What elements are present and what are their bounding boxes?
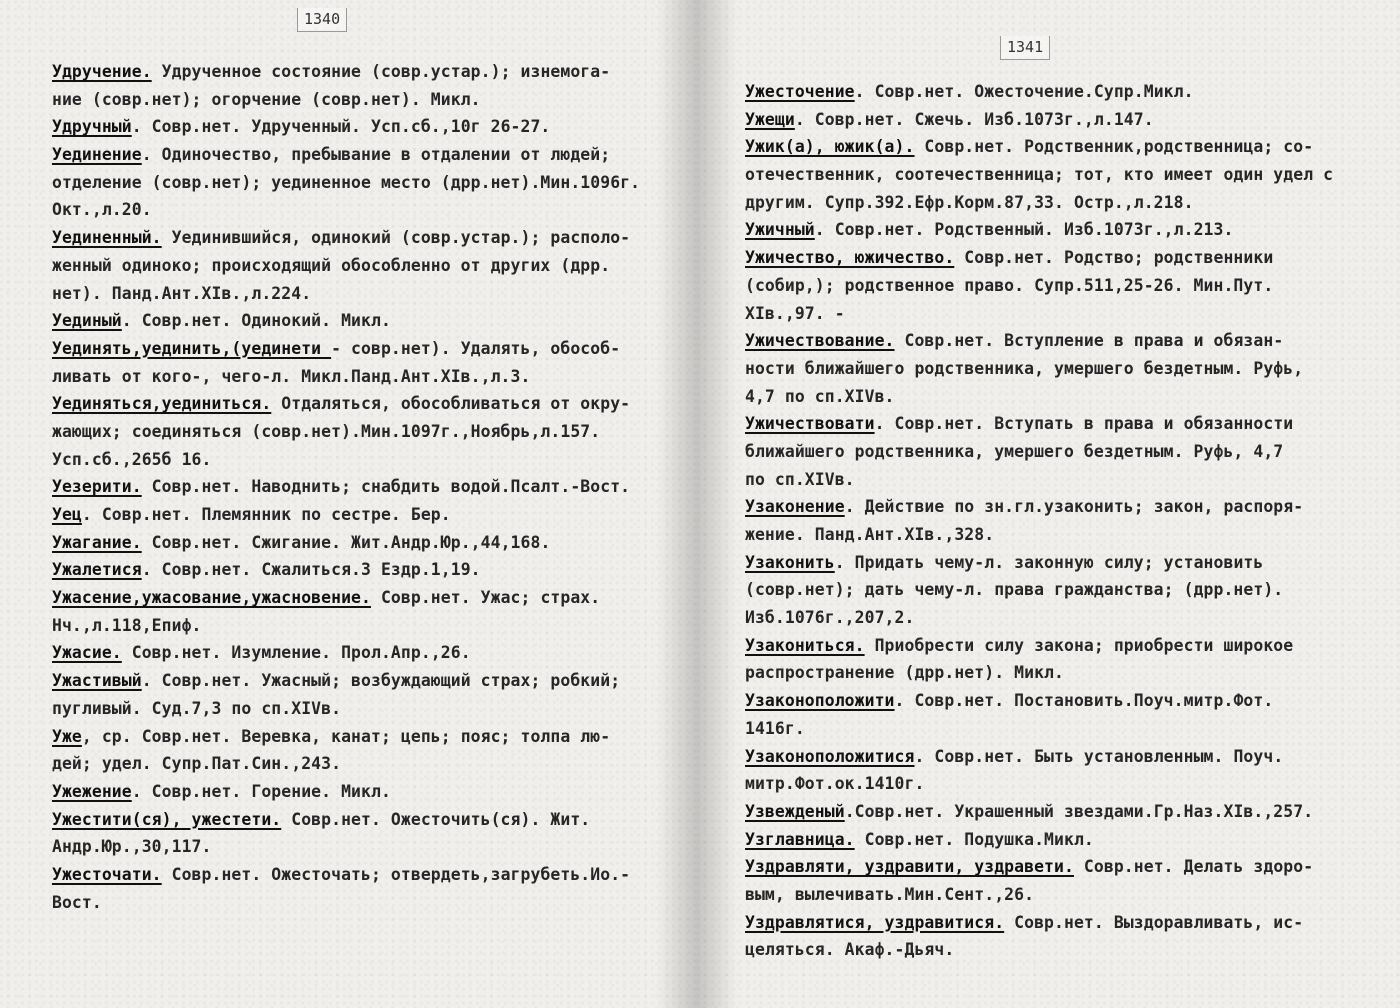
text-line (745, 743, 1333, 771)
entry-text: жающих; соединяться (совр.нет).Мин.1097г.,Ноябрь,л.157. (52, 421, 601, 441)
entry-text: Приобрести силу закона; приобрести широкое (864, 635, 1294, 655)
headword: Узглавница. (745, 829, 855, 849)
headword: Уединяться,уединиться. (52, 394, 272, 414)
text-line (52, 307, 640, 335)
headword: Узаконение (745, 497, 845, 517)
headword: Ужесточение (745, 82, 855, 101)
text-line (745, 327, 1333, 355)
text-line (52, 833, 640, 861)
entry-text: . Совр.нет. Родственный. Изб.1073г.,л.213. (814, 220, 1234, 240)
text-line (745, 687, 1333, 715)
headword: Ужасение,ужасование,ужасновение. (52, 588, 371, 608)
text-line (745, 78, 1333, 106)
entry-text: Совр.нет. Выздоравливать, ис- (1004, 912, 1304, 932)
entry-text: Изб.1076г.,207,2. (745, 608, 915, 628)
text-line (745, 216, 1333, 244)
headword: Узакониться. (745, 635, 865, 655)
text-line (52, 556, 640, 584)
headword: Уздравляти, уздравити, уздравети. (745, 857, 1074, 877)
text-line (745, 355, 1333, 383)
headword: Ужасие. (52, 643, 122, 663)
entry-text: 1416г. (745, 718, 805, 738)
entry-text: . Совр.нет. Сжалиться.3 Ездр.1,19. (141, 560, 481, 580)
text-line (52, 252, 640, 280)
text-line (745, 715, 1333, 743)
headword: Ужичествовати (745, 414, 875, 434)
entry-text: Совр.нет. Сжигание. Жит.Андр.Юр.,44,168. (141, 532, 551, 552)
text-line (52, 889, 640, 917)
entry-text: Совр.нет. Подушка.Микл. (854, 829, 1094, 849)
text-line (745, 466, 1333, 494)
text-line (745, 521, 1333, 549)
entry-text: распространение (дрр.нет). Микл. (745, 663, 1064, 683)
text-line (52, 418, 640, 446)
text-line (52, 584, 640, 612)
text-line (745, 853, 1333, 881)
entry-text: Нч.,л.118,Епиф. (52, 615, 202, 635)
entry-text: отделение (совр.нет); уединенное место (дрр.нет).Мин.1096г. (52, 172, 641, 192)
text-line (52, 86, 640, 114)
headword: Ужестити(ся), ужестети. (52, 809, 282, 829)
entry-text: XIв.,97. - (745, 303, 845, 323)
entry-text: женный одиноко; происходящий обособленно от других (дрр. (52, 255, 611, 275)
text-line (52, 501, 640, 529)
entry-text: . Совр.нет. Ужасный; возбуждающий страх; робкий; (141, 671, 621, 691)
text-line (745, 770, 1333, 798)
entry-text: Совр.нет. Ожесточить(ся). Жит. (281, 809, 591, 829)
entry-text: . Совр.нет. Удрученный. Усп.сб.,10г 26-27. (131, 117, 551, 137)
entry-text: . Совр.нет. Вступать в права и обязанности (874, 414, 1294, 434)
text-line (52, 390, 640, 418)
headword: Ужик(а), южик(а). (745, 137, 915, 157)
entry-text: . Совр.нет. Ожесточение.Супр.Микл. (854, 82, 1194, 101)
headword: Ужесточати. (52, 864, 162, 884)
entry-text: . Действие по зн.гл.узаконить; закон, распоря- (844, 497, 1304, 517)
text-line (52, 196, 640, 224)
headword: Уздравлятися, уздравитися. (745, 912, 1005, 932)
headword: Ужалетися (52, 560, 142, 580)
entry-text: , ср. Совр.нет. Веревка, канат; цепь; пояс; толпа лю- (81, 726, 611, 746)
entry-text: Андр.Юр.,30,117. (52, 837, 212, 857)
text-line (52, 58, 640, 86)
entry-text: по сп.XIVв. (745, 469, 855, 489)
entry-text: . Совр.нет. Сжечь. Изб.1073г.,л.147. (794, 109, 1154, 129)
text-line (745, 798, 1333, 826)
entry-text: Уединившийся, одинокий (совр.устар.); располо- (161, 228, 631, 248)
entry-text: Удрученное состояние (совр.устар.); изнемога- (151, 62, 611, 81)
entry-text: Совр.нет. Родственник,родственница; со- (914, 137, 1314, 157)
entry-text: . Придать чему-л. законную силу; установить (834, 552, 1264, 572)
headword: Узаконить (745, 552, 835, 572)
text-line (52, 861, 640, 889)
headword: Ужещи (745, 109, 795, 129)
entry-text: Окт.,л.20. (52, 200, 152, 220)
entry-text: Отдаляться, обособливаться от окру- (271, 394, 631, 414)
entry-text: ближайшего родственника, умершего бездетным. Руфь, 4,7 (745, 441, 1284, 461)
text-line (52, 639, 640, 667)
entry-text: дей; удел. Супр.Пат.Син.,243. (52, 754, 342, 774)
headword: Ужагание. (52, 532, 142, 552)
headword: Уезерити. (52, 477, 142, 497)
entry-text: вым, вылечивать.Мин.Сент.,26. (745, 884, 1035, 904)
entry-text: . Совр.нет. Племянник по сестре. Бер. (81, 505, 451, 524)
entry-text: . Совр.нет. Одинокий. Микл. (121, 311, 391, 331)
entry-text: пугливый. Суд.7,3 по сп.XIVв. (52, 698, 342, 718)
headword: Ужастивый (52, 671, 142, 691)
entry-text: Вост. (52, 892, 102, 912)
entry-text: .Совр.нет. Украшенный звездами.Гр.Наз.XIв.,257. (844, 801, 1314, 821)
text-line (745, 383, 1333, 411)
gutter-shadow (697, 0, 737, 1008)
headword: Уединенный. (52, 228, 162, 248)
text-line (52, 141, 640, 169)
text-line (52, 667, 640, 695)
text-line (745, 659, 1333, 687)
entry-text: . Совр.нет. Постановить.Поуч.митр.Фот. (894, 691, 1274, 711)
entry-text: нет). Панд.Ант.XIв.,л.224. (52, 283, 312, 303)
headword: Уединять,уединить,(уединети (52, 338, 332, 358)
page-number: 1341 (1000, 36, 1050, 60)
entry-text: Совр.нет. Ожесточать; отвердеть,загрубеть.Ио.- (161, 864, 631, 884)
entry-text: Совр.нет. Родство; родственники (954, 248, 1274, 268)
dictionary-entries (52, 58, 640, 916)
entry-text: . Совр.нет. Быть установленным. Поуч. (914, 746, 1284, 766)
entry-text: . Совр.нет. Горение. Микл. (131, 781, 391, 801)
text-line (745, 604, 1333, 632)
text-line (52, 446, 640, 474)
entry-text: жение. Панд.Ант.XIв.,328. (745, 525, 995, 544)
text-line (745, 300, 1333, 328)
text-line (52, 723, 640, 751)
headword: Уже (52, 726, 82, 746)
text-line (52, 778, 640, 806)
entry-text: ности ближайшего родственника, умершего бездетным. Руфь, (745, 358, 1304, 378)
text-line (745, 410, 1333, 438)
entry-text: (собир,); родственное право. Супр.511,25-26. Мин.Пут. (745, 275, 1274, 295)
headword: Ужичество, южичество. (745, 248, 955, 268)
entry-text: ние (совр.нет); огорчение (совр.нет). Микл. (52, 89, 481, 109)
headword: Удручный (52, 117, 132, 137)
entry-text: (совр.нет); дать чему-л. права гражданства; (дрр.нет). (745, 580, 1284, 600)
text-line (52, 806, 640, 834)
text-line (52, 695, 640, 723)
entry-text: - совр.нет). Удалять, обособ- (331, 338, 621, 358)
text-line (745, 549, 1333, 577)
headword: Уец (52, 505, 82, 524)
headword: Уединение (52, 145, 142, 165)
headword: Ужичный (745, 220, 815, 240)
headword: Узаконоположитися (745, 746, 915, 766)
text-line (745, 632, 1333, 660)
entry-text: Совр.нет. Ужас; страх. (370, 588, 601, 608)
text-line (745, 161, 1333, 189)
entry-text: другим. Супр.392.Ефр.Корм.87,33. Остр.,л.218. (745, 192, 1194, 212)
entry-text: митр.Фот.ок.1410г. (745, 774, 925, 794)
text-line (52, 113, 640, 141)
text-line (52, 169, 640, 197)
entry-text: 4,7 по сп.XIVв. (745, 386, 895, 406)
dictionary-entries (745, 78, 1333, 964)
text-line (745, 493, 1333, 521)
entry-text: целяться. Акаф.-Дьяч. (745, 940, 955, 960)
entry-text: . Одиночество, пребывание в отдалении от людей; (141, 145, 611, 165)
text-line (52, 750, 640, 778)
entry-text: Совр.нет. Наводнить; снабдить водой.Псалт.-Вост. (141, 477, 631, 497)
page-number: 1340 (297, 8, 347, 32)
text-line (52, 529, 640, 557)
headword: Удручение. (52, 62, 152, 81)
headword: Ужичествование. (745, 331, 895, 351)
text-line (52, 280, 640, 308)
text-line (745, 576, 1333, 604)
text-line (745, 438, 1333, 466)
headword: Узаконоположити (745, 691, 895, 711)
headword: Ужежение (52, 781, 132, 801)
text-line (52, 612, 640, 640)
gutter-shadow (657, 0, 697, 1008)
entry-text: отечественник, соотечественница; тот, кто имеет один удел с (745, 165, 1334, 185)
text-line (745, 189, 1333, 217)
text-line (745, 936, 1333, 964)
right-page (697, 0, 1400, 1008)
entry-text: Совр.нет. Изумление. Прол.Апр.,26. (121, 643, 471, 663)
headword: Узвежденый (745, 801, 845, 821)
text-line (52, 335, 640, 363)
left-page (0, 0, 697, 1008)
entry-text: Усп.сб.,265б 16. (52, 449, 212, 469)
text-line (745, 881, 1333, 909)
text-line (745, 909, 1333, 937)
text-line (52, 473, 640, 501)
entry-text: Совр.нет. Вступление в права и обязан- (894, 331, 1284, 351)
text-line (52, 224, 640, 252)
text-line (52, 363, 640, 391)
text-line (745, 106, 1333, 134)
text-line (745, 272, 1333, 300)
entry-text: Совр.нет. Делать здоро- (1073, 857, 1314, 877)
text-line (745, 133, 1333, 161)
text-line (745, 244, 1333, 272)
text-line (745, 826, 1333, 854)
entry-text: ливать от кого-, чего-л. Микл.Панд.Ант.XIв.,л.3. (52, 366, 531, 386)
headword: Уединый (52, 311, 122, 331)
